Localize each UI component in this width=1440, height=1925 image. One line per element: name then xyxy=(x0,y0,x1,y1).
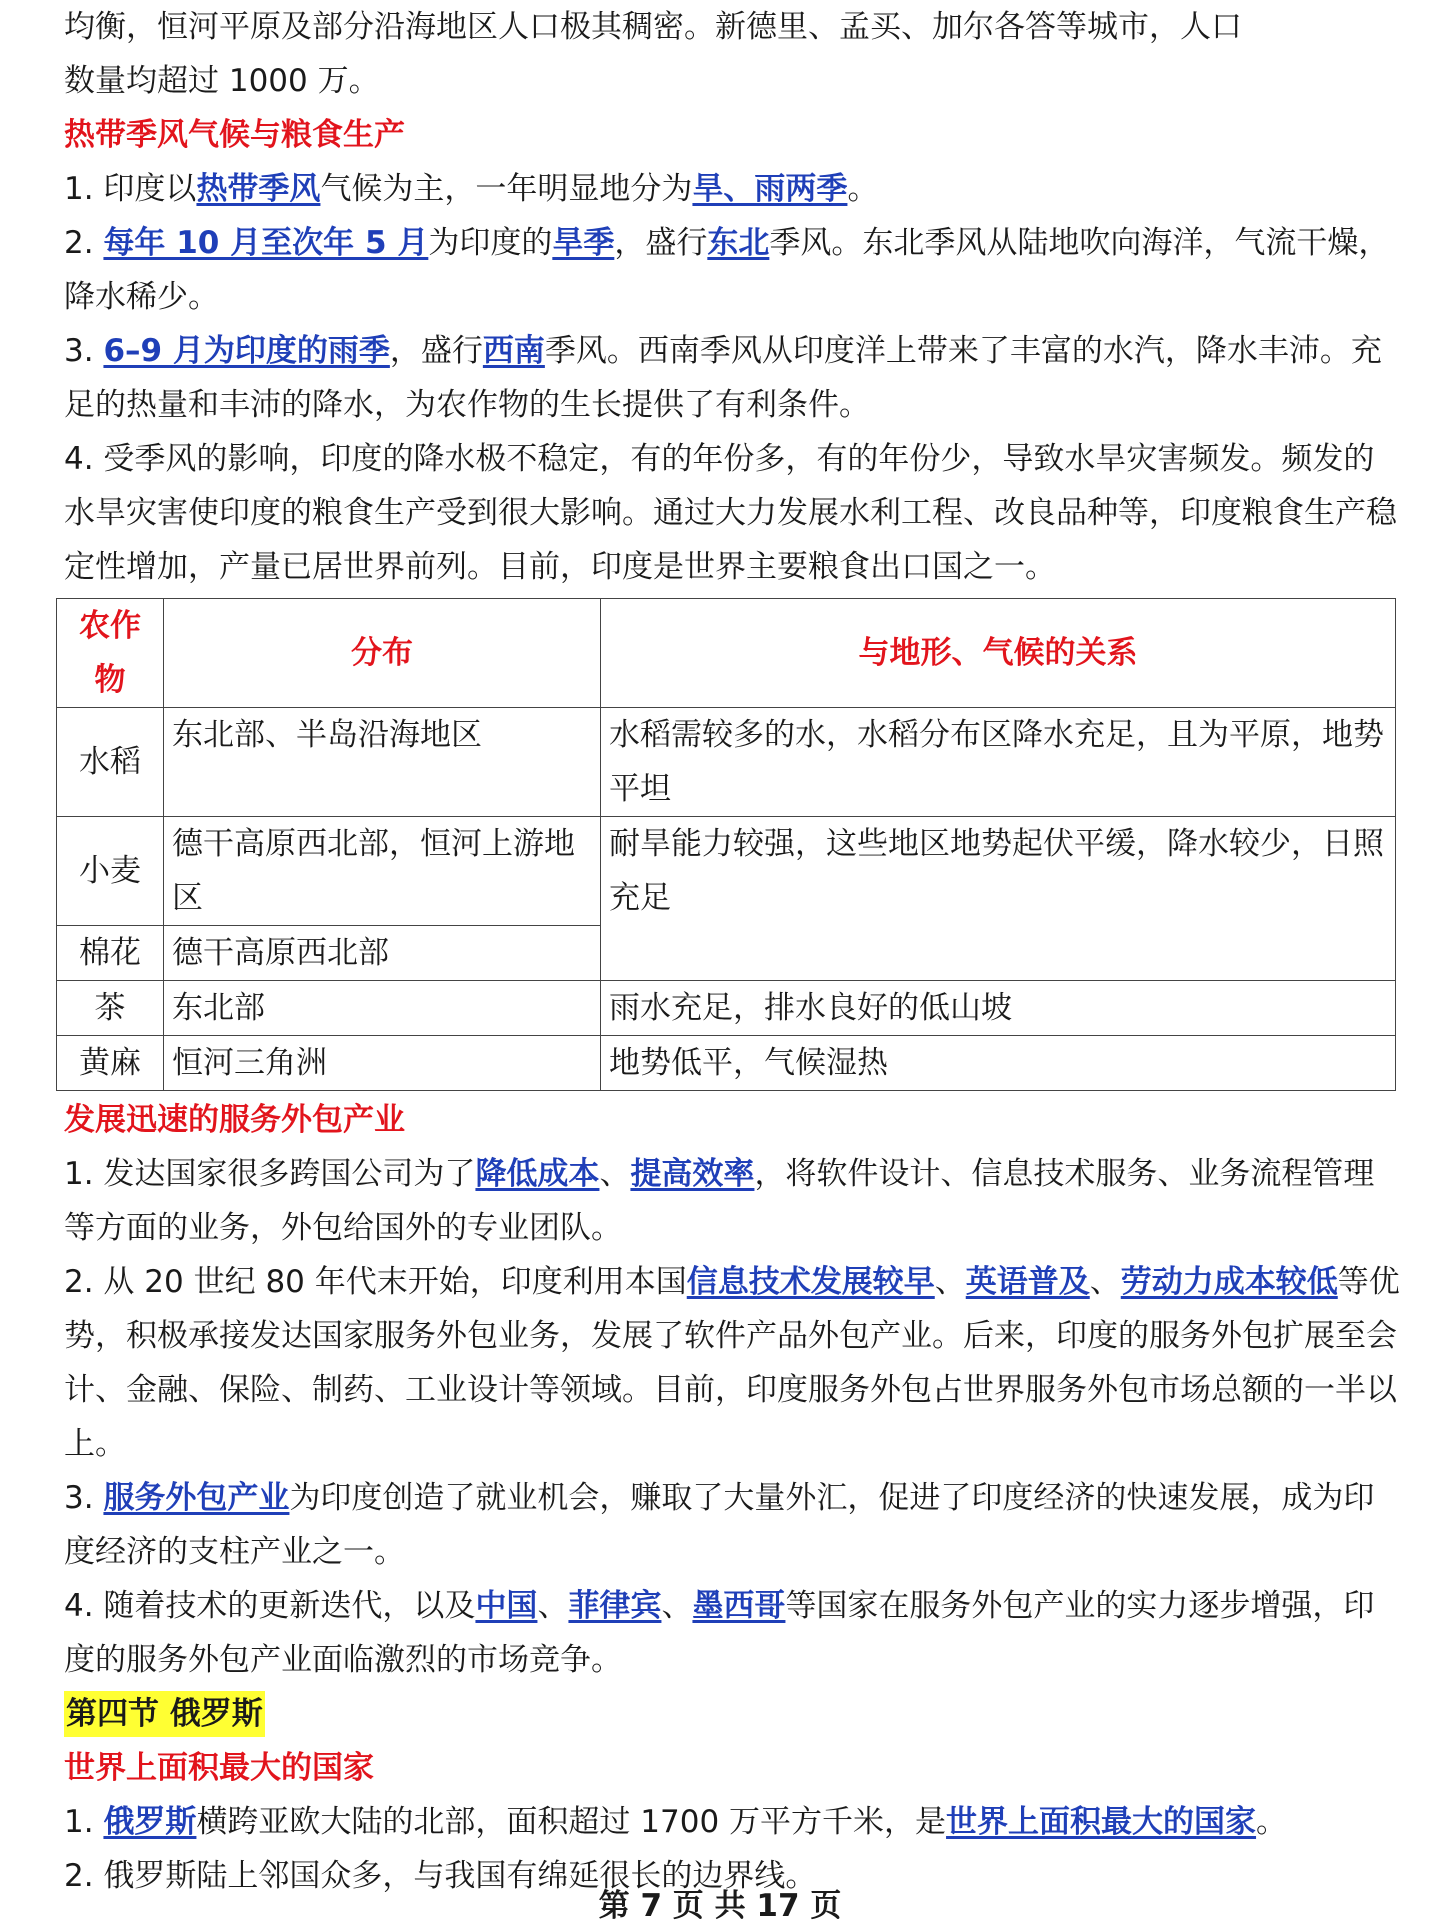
crop-cell: 茶 xyxy=(57,981,164,1036)
distribution-cell: 恒河三角洲 xyxy=(164,1036,601,1091)
keyword: 6–9 月为印度的雨季 xyxy=(103,333,390,369)
keyword: 服务外包产业 xyxy=(103,1480,290,1516)
outsourcing-paragraph-4: 4. 随着技术的更新迭代，以及中国、菲律宾、墨西哥等国家在服务外包产业的实力逐步增强，印度的服务外包产业面临激烈的市场竞争。 xyxy=(64,1588,1375,1678)
keyword: 中国 xyxy=(475,1588,538,1624)
crop-cell: 小麦 xyxy=(57,817,164,926)
distribution-cell: 德干高原西北部，恒河上游地区 xyxy=(164,817,601,926)
intro-line-2: 数量均超过 1000 万。 xyxy=(64,63,380,99)
header-crop: 农作物 xyxy=(57,599,164,708)
monsoon-paragraph-4: 4. 受季风的影响，印度的降水极不稳定，有的年份多，有的年份少，导致水旱灾害频发。频发的水旱灾害使印度的粮食生产受到很大影响。通过大力发展水利工程、改良品种等，印度粮食生产稳定性增加，产量已居世界前列。目前，印度是世界主要粮食出口国之一。 xyxy=(64,441,1397,585)
distribution-cell: 德干高原西北部 xyxy=(164,926,601,981)
keyword: 英语普及 xyxy=(965,1264,1090,1300)
monsoon-paragraph-3: 3. 6–9 月为印度的雨季，盛行西南季风。西南季风从印度洋上带来了丰富的水汽，降水丰沛。充足的热量和丰沛的降水，为农作物的生长提供了有利条件。 xyxy=(64,333,1382,423)
keyword: 信息技术发展较早 xyxy=(686,1264,935,1300)
heading-outsourcing: 发展迅速的服务外包产业 xyxy=(64,1102,405,1138)
keyword: 俄罗斯 xyxy=(103,1804,197,1840)
table-row xyxy=(57,981,1396,1036)
table-row xyxy=(57,1036,1396,1091)
outsourcing-paragraph-3: 3. 服务外包产业为印度创造了就业机会，赚取了大量外汇，促进了印度经济的快速发展，成为印度经济的支柱产业之一。 xyxy=(64,1480,1375,1570)
intro-line-1: 均衡，恒河平原及部分沿海地区人口极其稠密。新德里、孟买、加尔各答等城市，人口 xyxy=(64,9,1242,45)
relationship-cell: 雨水充足，排水良好的低山坡 xyxy=(601,981,1396,1036)
table-row xyxy=(57,817,1396,926)
distribution-cell: 东北部、半岛沿海地区 xyxy=(164,708,601,817)
keyword: 墨西哥 xyxy=(692,1588,786,1624)
outsourcing-paragraph-2: 2. 从 20 世纪 80 年代末开始，印度利用本国信息技术发展较早、英语普及、劳动力成本较低等优势，积极承接发达国家服务外包业务，发展了软件产品外包产业。后来，印度的服务外包扩展至会计、金融、保险、制药、工业设计等领域。目前，印度服务外包占世界服务外包市场总额的一半以上。 xyxy=(64,1264,1400,1462)
keyword: 西南 xyxy=(482,333,545,369)
keyword: 劳动力成本较低 xyxy=(1120,1264,1338,1300)
keyword: 旱、雨两季 xyxy=(692,171,848,207)
monsoon-paragraph-2: 2. 每年 10 月至次年 5 月为印度的旱季，盛行东北季风。东北季风从陆地吹向海洋，气流干燥，降水稀少。 xyxy=(64,225,1390,315)
keyword: 提高效率 xyxy=(630,1156,755,1192)
section-title: 第四节 俄罗斯 xyxy=(64,1691,265,1737)
crop-cell: 黄麻 xyxy=(57,1036,164,1091)
distribution-cell: 东北部 xyxy=(164,981,601,1036)
document-page xyxy=(64,0,1402,1903)
heading-monsoon: 热带季风气候与粮食生产 xyxy=(64,117,405,153)
keyword: 每年 10 月至次年 5 月 xyxy=(103,225,429,261)
header-distribution: 分布 xyxy=(164,599,601,708)
heading-russia: 世界上面积最大的国家 xyxy=(64,1750,374,1786)
crop-cell: 水稻 xyxy=(57,708,164,817)
keyword: 降低成本 xyxy=(475,1156,600,1192)
russia-paragraph-1: 1. 俄罗斯横跨亚欧大陆的北部，面积超过 1700 万平方千米，是世界上面积最大的国家。 xyxy=(64,1804,1288,1840)
keyword: 菲律宾 xyxy=(568,1588,662,1624)
outsourcing-paragraph-1: 1. 发达国家很多跨国公司为了降低成本、提高效率，将软件设计、信息技术服务、业务流程管理等方面的业务，外包给国外的专业团队。 xyxy=(64,1156,1375,1246)
keyword: 世界上面积最大的国家 xyxy=(946,1804,1257,1840)
crop-cell: 棉花 xyxy=(57,926,164,981)
monsoon-paragraph-1: 1. 印度以热带季风气候为主，一年明显地分为旱、雨两季。 xyxy=(64,171,879,207)
relationship-cell: 耐旱能力较强，这些地区地势起伏平缓，降水较少，日照充足 xyxy=(601,817,1396,981)
relationship-cell: 地势低平，气候湿热 xyxy=(601,1036,1396,1091)
keyword: 旱季 xyxy=(552,225,615,261)
crops-table xyxy=(56,598,1396,1091)
page-number: 第 7 页 共 17 页 xyxy=(598,1888,842,1924)
table-header-row xyxy=(57,599,1396,708)
table-row xyxy=(57,708,1396,817)
header-relationship: 与地形、气候的关系 xyxy=(601,599,1396,708)
keyword: 热带季风 xyxy=(196,171,321,207)
keyword: 东北 xyxy=(707,225,770,261)
relationship-cell: 水稻需较多的水，水稻分布区降水充足，且为平原，地势平坦 xyxy=(601,708,1396,817)
russia-paragraph-2: 2. 俄罗斯陆上邻国众多，与我国有绵延很长的边界线。 xyxy=(64,1858,817,1894)
